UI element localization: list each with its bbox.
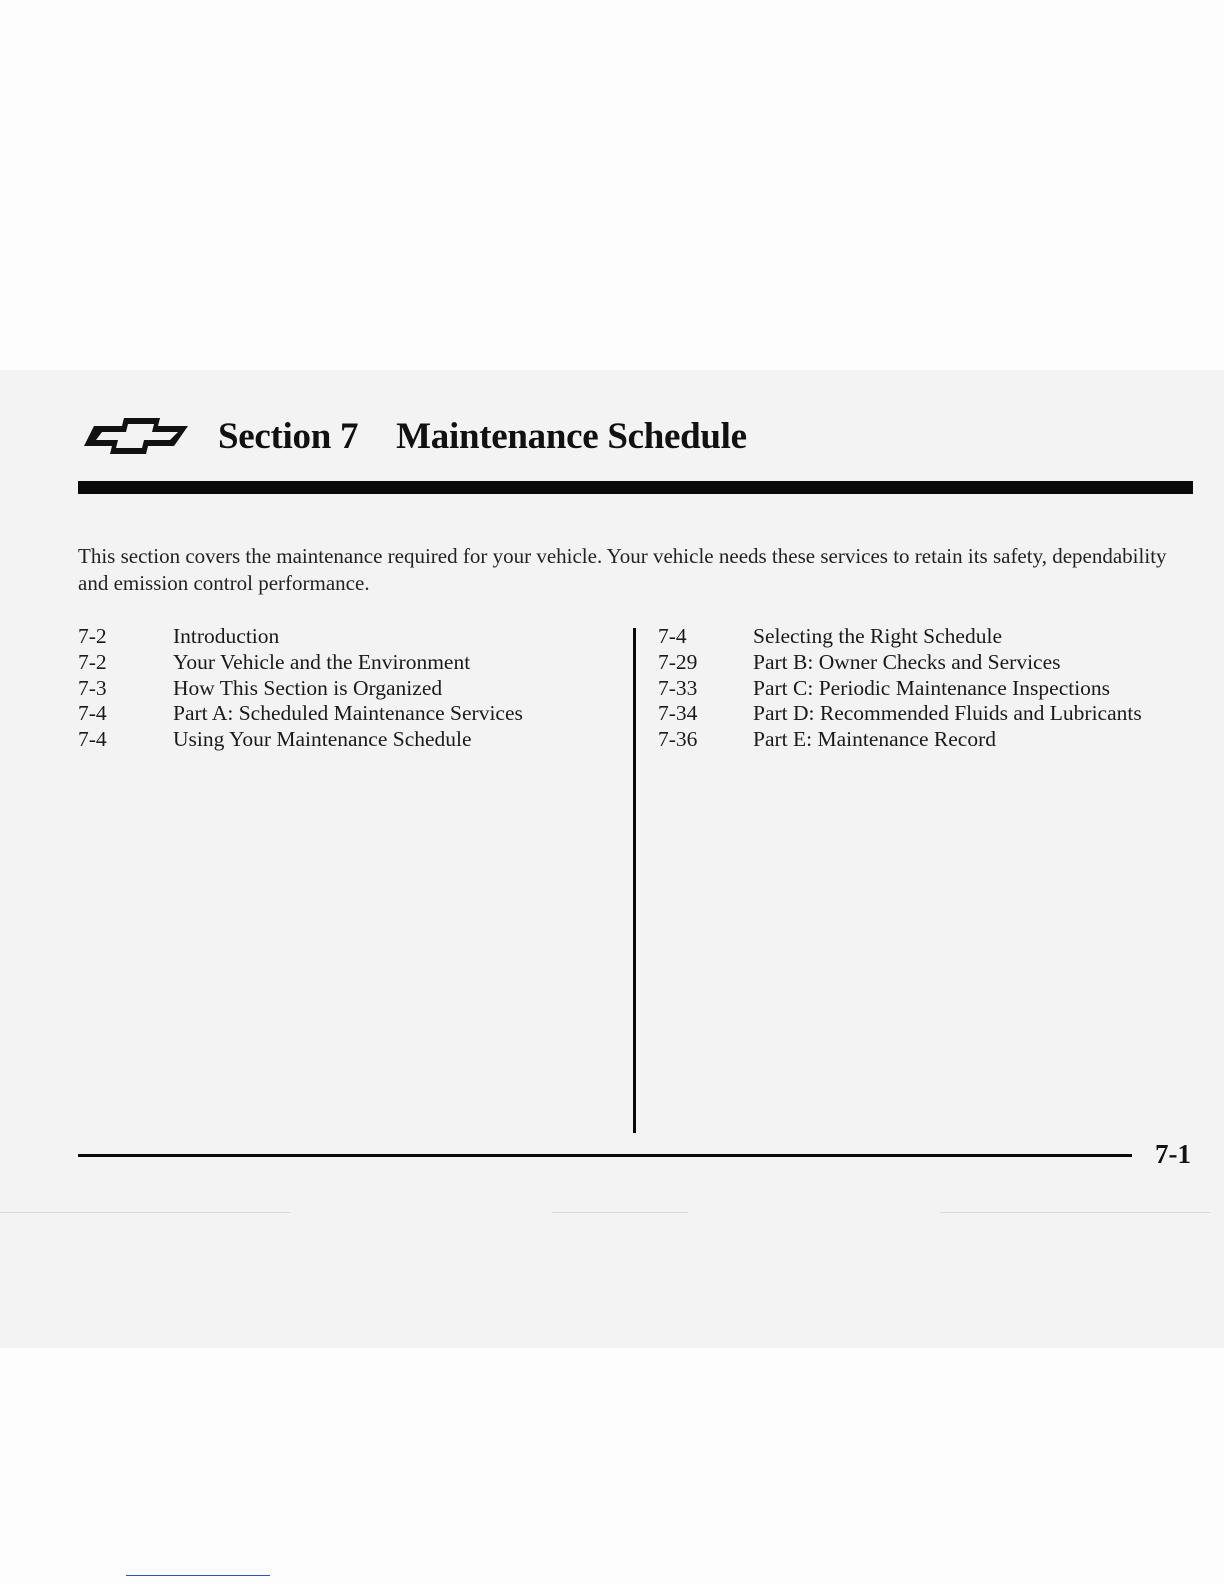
toc-left-column (78, 624, 523, 753)
scan-artifact-line (552, 1212, 688, 1213)
toc-entry[interactable] (658, 650, 1142, 676)
column-divider (633, 628, 636, 1133)
toc-title: Your Vehicle and the Environment (173, 649, 471, 674)
toc-entry[interactable] (78, 650, 523, 676)
toc-entry[interactable] (78, 676, 523, 702)
intro-paragraph: This section covers the maintenance required for your vehicle. Your vehicle needs these services to retain its safety, dependability and emission control performance. (78, 544, 1167, 595)
toc-page-number: 7-3 (78, 675, 107, 700)
toc-page-number: 7-29 (658, 649, 698, 674)
section-header (82, 408, 747, 464)
toc-title: Part D: Recommended Fluids and Lubricants (753, 701, 1142, 726)
toc-entry[interactable] (78, 624, 523, 650)
footer-rule (78, 1154, 1132, 1157)
page-number: 7-1 (1155, 1139, 1191, 1169)
toc-title: Using Your Maintenance Schedule (173, 727, 472, 752)
page-band (0, 370, 1224, 1348)
toc-page-number: 7-36 (658, 727, 698, 752)
toc-page-number: 7-4 (78, 701, 107, 726)
toc-entry[interactable] (658, 676, 1142, 702)
toc-title: Selecting the Right Schedule (753, 624, 1002, 648)
toc-page-number: 7-2 (78, 624, 107, 648)
toc-title: How This Section is Organized (173, 675, 443, 700)
toc-title: Introduction (173, 624, 280, 648)
toc-page-number: 7-33 (658, 675, 698, 700)
chevrolet-bowtie-icon (82, 414, 192, 458)
toc-entry[interactable] (78, 727, 523, 753)
section-label: Section 7 (218, 415, 359, 457)
toc-entry[interactable] (658, 624, 1142, 650)
toc-title: Part A: Scheduled Maintenance Services (173, 701, 523, 726)
header-rule (78, 481, 1193, 494)
section-title: Maintenance Schedule (396, 415, 747, 457)
toc-page-number: 7-34 (658, 701, 698, 726)
toc-entry[interactable] (658, 701, 1142, 727)
scan-artifact-line (940, 1212, 1210, 1213)
toc-entry[interactable] (658, 727, 1142, 753)
toc-title: Part B: Owner Checks and Services (753, 649, 1061, 674)
toc-title: Part C: Periodic Maintenance Inspections (753, 675, 1111, 700)
toc-page-number: 7-4 (78, 727, 107, 752)
toc-page-number: 7-4 (658, 624, 687, 648)
toc-right-column (658, 624, 1142, 753)
bottom-underline (126, 1575, 270, 1576)
toc-entry[interactable] (78, 701, 523, 727)
toc-page-number: 7-2 (78, 649, 107, 674)
scan-artifact-line (0, 1212, 290, 1213)
toc-title: Part E: Maintenance Record (753, 727, 996, 752)
